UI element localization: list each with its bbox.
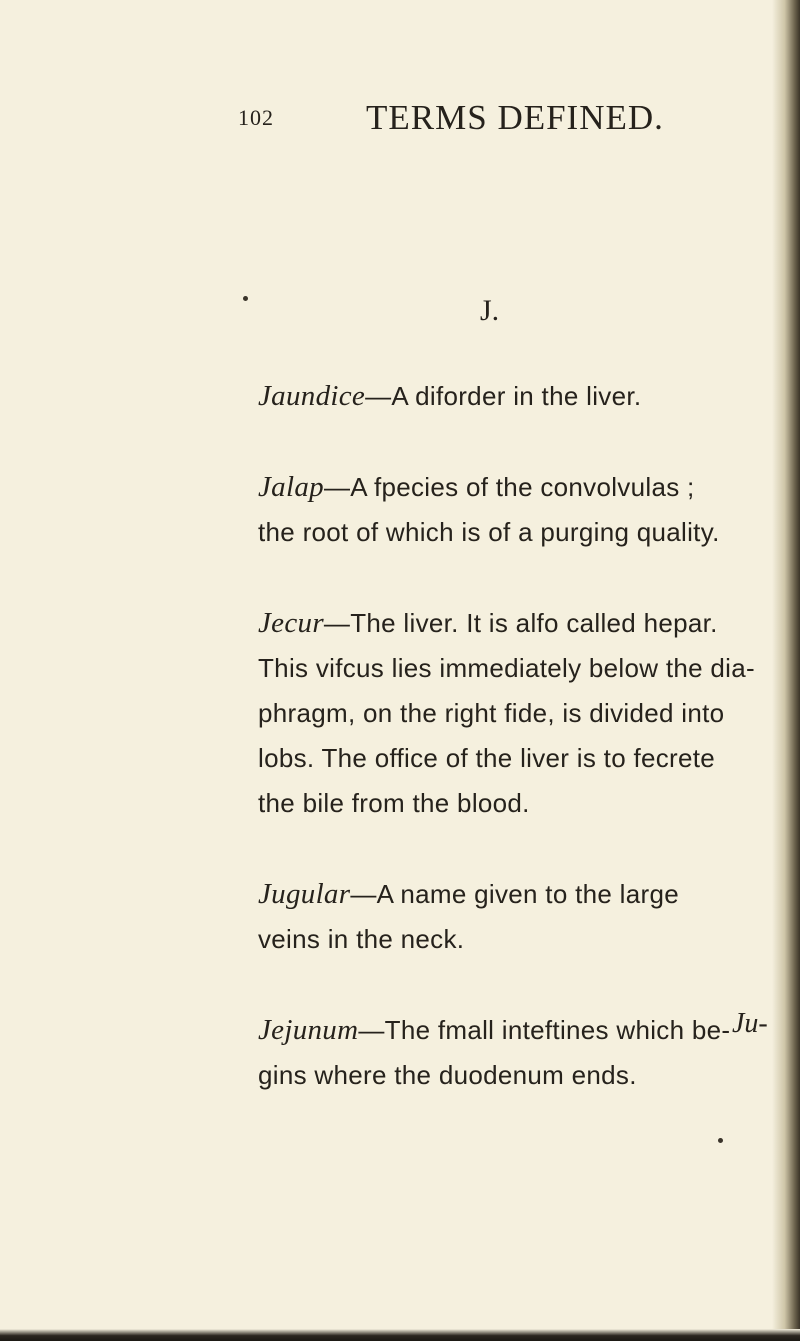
entry-line	[258, 1008, 768, 1053]
ink-speck	[243, 296, 248, 301]
entry-term: Jalap	[258, 471, 324, 503]
definition-entry-jejunum	[258, 1008, 768, 1098]
entry-line	[258, 374, 768, 419]
page-header	[238, 98, 718, 138]
entry-text: —The liver. It is alfo called hepar.	[323, 608, 718, 638]
entry-line: veins in the neck.	[258, 924, 465, 954]
entry-term: Jugular	[258, 878, 351, 910]
ink-speck	[718, 1138, 723, 1143]
entry-line	[258, 872, 768, 917]
entry-line: phragm, on the right fide, is divided into	[258, 698, 725, 728]
entry-text: —A fpecies of the convolvulas ;	[323, 472, 695, 502]
page-number: 102	[238, 105, 274, 130]
running-head: TERMS DEFINED.	[366, 98, 664, 137]
entry-text: —A name given to the large	[350, 879, 679, 909]
section-letter: J.	[480, 294, 500, 327]
definition-entry-jalap	[258, 465, 768, 555]
entry-term: Jecur	[258, 607, 324, 639]
page-edge-shadow	[772, 0, 800, 1341]
definition-entry-jugular	[258, 872, 768, 962]
entry-line: lobs. The office of the liver is to fecrete	[258, 743, 716, 773]
page-bottom-edge	[0, 1329, 800, 1341]
entry-term: Jaundice	[258, 380, 366, 412]
definition-entry-jecur	[258, 601, 768, 826]
entry-term: Jejunum	[258, 1014, 359, 1046]
definition-list	[258, 374, 768, 1144]
entry-text: —The fmall inteftines which be-	[358, 1015, 731, 1045]
entry-line: the bile from the blood.	[258, 788, 530, 818]
entry-line: gins where the duodenum ends.	[258, 1060, 637, 1090]
entry-line	[258, 601, 768, 646]
entry-text: —A diforder in the liver.	[365, 381, 642, 411]
catchword: Ju-	[732, 1008, 768, 1039]
definition-entry-jaundice	[258, 374, 768, 419]
entry-line: the root of which is of a purging quality.	[258, 517, 720, 547]
entry-line	[258, 465, 768, 510]
entry-line: This vifcus lies immediately below the dia-	[258, 653, 755, 683]
